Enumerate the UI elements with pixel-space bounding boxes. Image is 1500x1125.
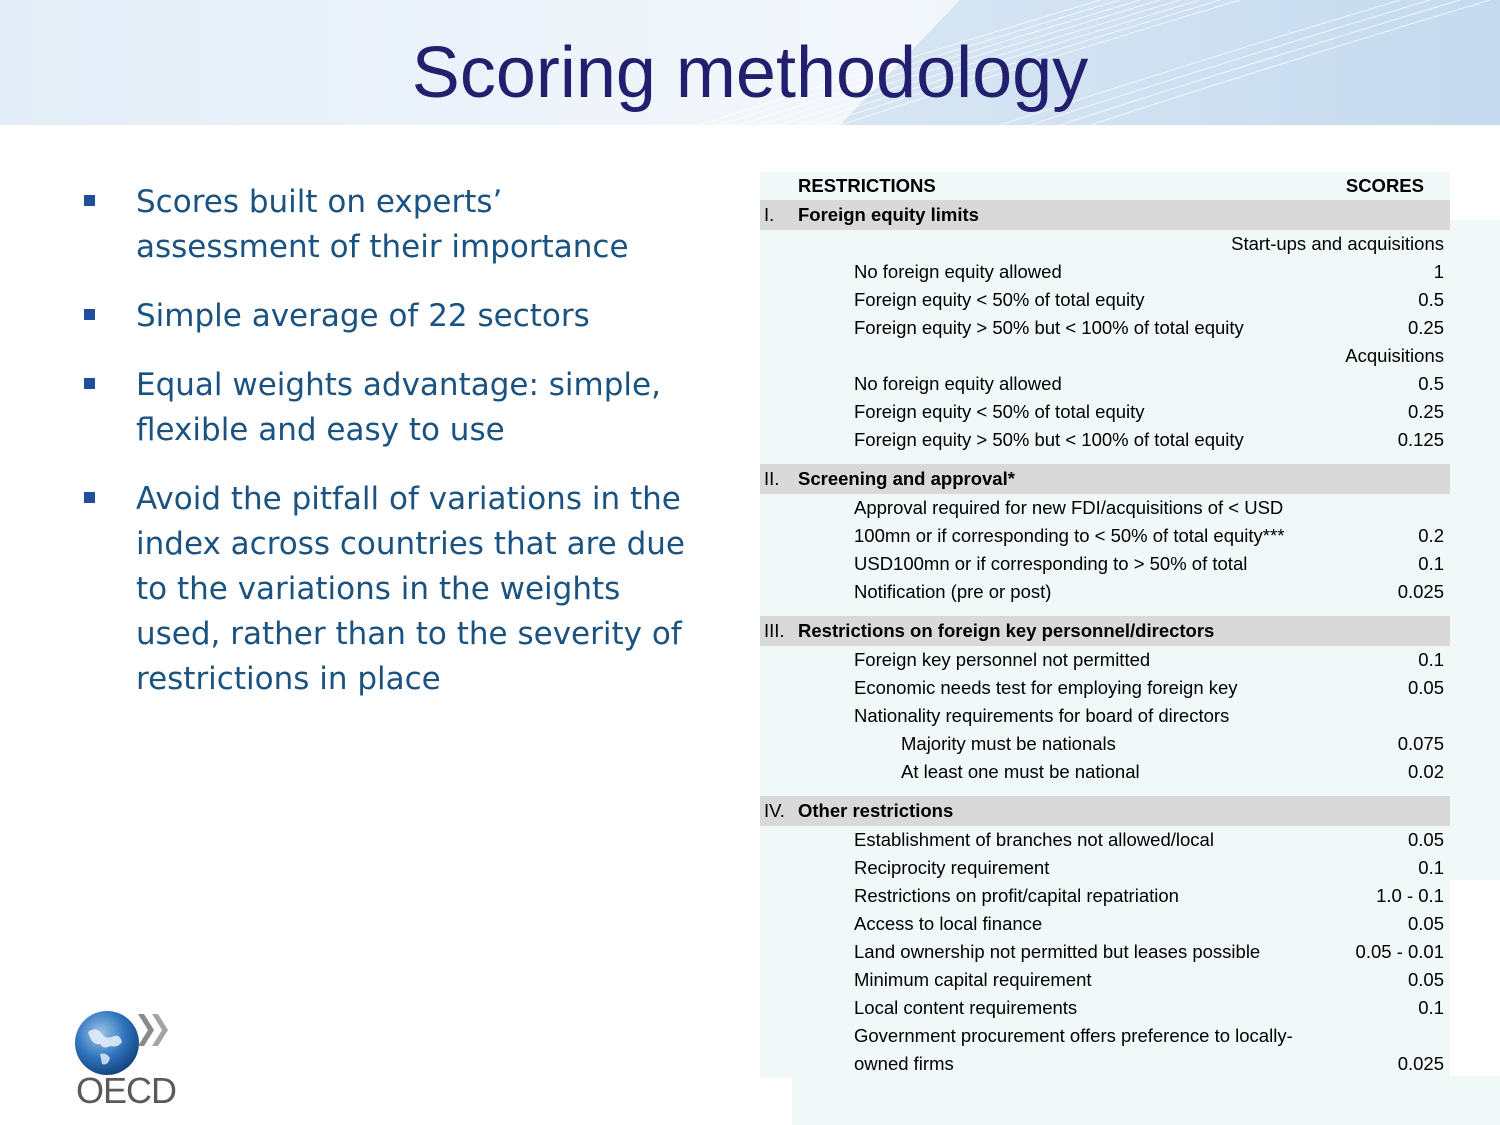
- subheading-label: Acquisitions: [1345, 345, 1444, 366]
- restriction-label: Foreign equity > 50% but < 100% of total equity: [854, 429, 1244, 450]
- slide-title: Scoring methodology: [411, 33, 1089, 113]
- restriction-score: 0.5: [1418, 373, 1444, 394]
- section-number: I.: [764, 204, 775, 225]
- restriction-score: 0.25: [1407, 317, 1444, 338]
- restriction-row: [760, 1050, 1450, 1078]
- restriction-score: 0.02: [1407, 761, 1444, 782]
- restriction-row: [760, 494, 1450, 522]
- section-header-row: [760, 200, 1450, 230]
- restriction-label: owned firms: [854, 1053, 954, 1074]
- restriction-row: [760, 882, 1450, 910]
- bullet-item: [80, 477, 690, 702]
- restriction-row: [760, 370, 1450, 398]
- bullet-text: Simple average of 22 sectors: [136, 298, 590, 334]
- section-header-row: [760, 796, 1450, 826]
- section-number: IV.: [764, 800, 785, 821]
- restriction-label: Majority must be nationals: [901, 733, 1116, 754]
- restriction-score: 0.075: [1397, 733, 1444, 754]
- restriction-label: No foreign equity allowed: [854, 373, 1062, 394]
- bullet-text: Equal weights advantage: simple, flexible and easy to use: [136, 367, 661, 448]
- restriction-label: Minimum capital requirement: [854, 969, 1092, 990]
- restriction-row: [760, 826, 1450, 854]
- section-title: Other restrictions: [798, 800, 954, 821]
- restriction-score: 0.05: [1407, 677, 1444, 698]
- restriction-score: 0.1: [1418, 857, 1444, 878]
- restriction-row: [760, 702, 1450, 730]
- restriction-row: [760, 674, 1450, 702]
- section-spacer: [760, 786, 1450, 796]
- restriction-score: 0.05: [1407, 913, 1444, 934]
- restriction-score: 1: [1433, 261, 1444, 282]
- restriction-row: [760, 910, 1450, 938]
- square-bullet-icon: [84, 309, 95, 320]
- subheading-label: Start-ups and acquisitions: [1231, 233, 1444, 254]
- restriction-row: [760, 758, 1450, 786]
- square-bullet-icon: [84, 378, 95, 389]
- bullet-text: Scores built on experts’ assessment of their importance: [136, 184, 629, 265]
- restriction-row: [760, 966, 1450, 994]
- restriction-label: 100mn or if corresponding to < 50% of total equity***: [854, 525, 1285, 546]
- restriction-label: Land ownership not permitted but leases possible: [854, 941, 1261, 962]
- restriction-row: [760, 730, 1450, 758]
- restriction-label: Foreign key personnel not permitted: [854, 649, 1151, 670]
- square-bullet-icon: [84, 195, 95, 206]
- restriction-label: Access to local finance: [854, 913, 1043, 934]
- restriction-row: [760, 938, 1450, 966]
- restriction-row: [760, 550, 1450, 578]
- restriction-label: Government procurement offers preference to locally-: [854, 1025, 1293, 1046]
- restriction-label: Approval required for new FDI/acquisitions of < USD: [854, 497, 1284, 518]
- section-title: Restrictions on foreign key personnel/directors: [798, 620, 1215, 641]
- section-title: Foreign equity limits: [798, 204, 979, 225]
- restriction-label: Establishment of branches not allowed/local: [854, 829, 1214, 850]
- restriction-score: 0.05: [1407, 969, 1444, 990]
- section-header-row: [760, 464, 1450, 494]
- square-bullet-icon: [84, 492, 95, 503]
- restriction-row: [760, 286, 1450, 314]
- restriction-label: Nationality requirements for board of directors: [854, 705, 1230, 726]
- table-background-block: [792, 1076, 1500, 1125]
- restriction-score: 0.05: [1407, 829, 1444, 850]
- table-body: [760, 200, 1450, 1078]
- section-title: Screening and approval*: [798, 468, 1015, 489]
- restriction-row: [760, 398, 1450, 426]
- bullet-item: [80, 363, 690, 453]
- scores-table: [760, 172, 1450, 1078]
- restriction-label: Foreign equity < 50% of total equity: [854, 289, 1145, 310]
- restriction-row: [760, 314, 1450, 342]
- bullet-item: [80, 294, 690, 339]
- bullet-text: Avoid the pitfall of variations in the index across countries that are due to the variations in the weights used, rather than to the severity of restrictions in place: [136, 481, 685, 697]
- restriction-row: [760, 646, 1450, 674]
- section-spacer: [760, 606, 1450, 616]
- restriction-row: [760, 994, 1450, 1022]
- subheading-row: [760, 230, 1450, 258]
- restriction-score: 1.0 - 0.1: [1376, 885, 1444, 906]
- restriction-label: Economic needs test for employing foreign key: [854, 677, 1238, 698]
- restriction-score: 0.25: [1407, 401, 1444, 422]
- restriction-score: 0.025: [1397, 1053, 1444, 1074]
- section-spacer: [760, 454, 1450, 464]
- restriction-score: 0.2: [1418, 525, 1444, 546]
- oecd-logo-text: OECD: [76, 1070, 177, 1111]
- restriction-score: 0.1: [1418, 649, 1444, 670]
- section-number: II.: [764, 468, 780, 489]
- restriction-label: Notification (pre or post): [854, 581, 1052, 602]
- restriction-label: USD100mn or if corresponding to > 50% of total: [854, 553, 1248, 574]
- restriction-label: No foreign equity allowed: [854, 261, 1062, 282]
- restriction-label: Foreign equity < 50% of total equity: [854, 401, 1145, 422]
- bullet-list: [80, 180, 690, 726]
- restriction-row: [760, 854, 1450, 882]
- restriction-row: [760, 522, 1450, 550]
- restriction-label: Restrictions on profit/capital repatriation: [854, 885, 1179, 906]
- restriction-score: 0.5: [1418, 289, 1444, 310]
- restriction-label: Foreign equity > 50% but < 100% of total equity: [854, 317, 1244, 338]
- table-header-row: [760, 172, 1450, 200]
- restriction-row: [760, 426, 1450, 454]
- section-number: III.: [764, 620, 785, 641]
- restriction-label: At least one must be national: [901, 761, 1140, 782]
- restriction-score: 0.025: [1397, 581, 1444, 602]
- restriction-score: 0.05 - 0.01: [1355, 941, 1444, 962]
- restriction-row: [760, 258, 1450, 286]
- restriction-label: Reciprocity requirement: [854, 857, 1050, 878]
- bullet-item: [80, 180, 690, 270]
- restrictions-column-header: RESTRICTIONS: [798, 175, 936, 196]
- scores-column-header: SCORES: [1345, 175, 1424, 196]
- restriction-score: 0.1: [1418, 997, 1444, 1018]
- restriction-score: 0.125: [1397, 429, 1444, 450]
- restriction-row: [760, 578, 1450, 606]
- subheading-row: [760, 342, 1450, 370]
- restriction-row: [760, 1022, 1450, 1050]
- section-header-row: [760, 616, 1450, 646]
- restriction-label: Local content requirements: [854, 997, 1078, 1018]
- restriction-score: 0.1: [1418, 553, 1444, 574]
